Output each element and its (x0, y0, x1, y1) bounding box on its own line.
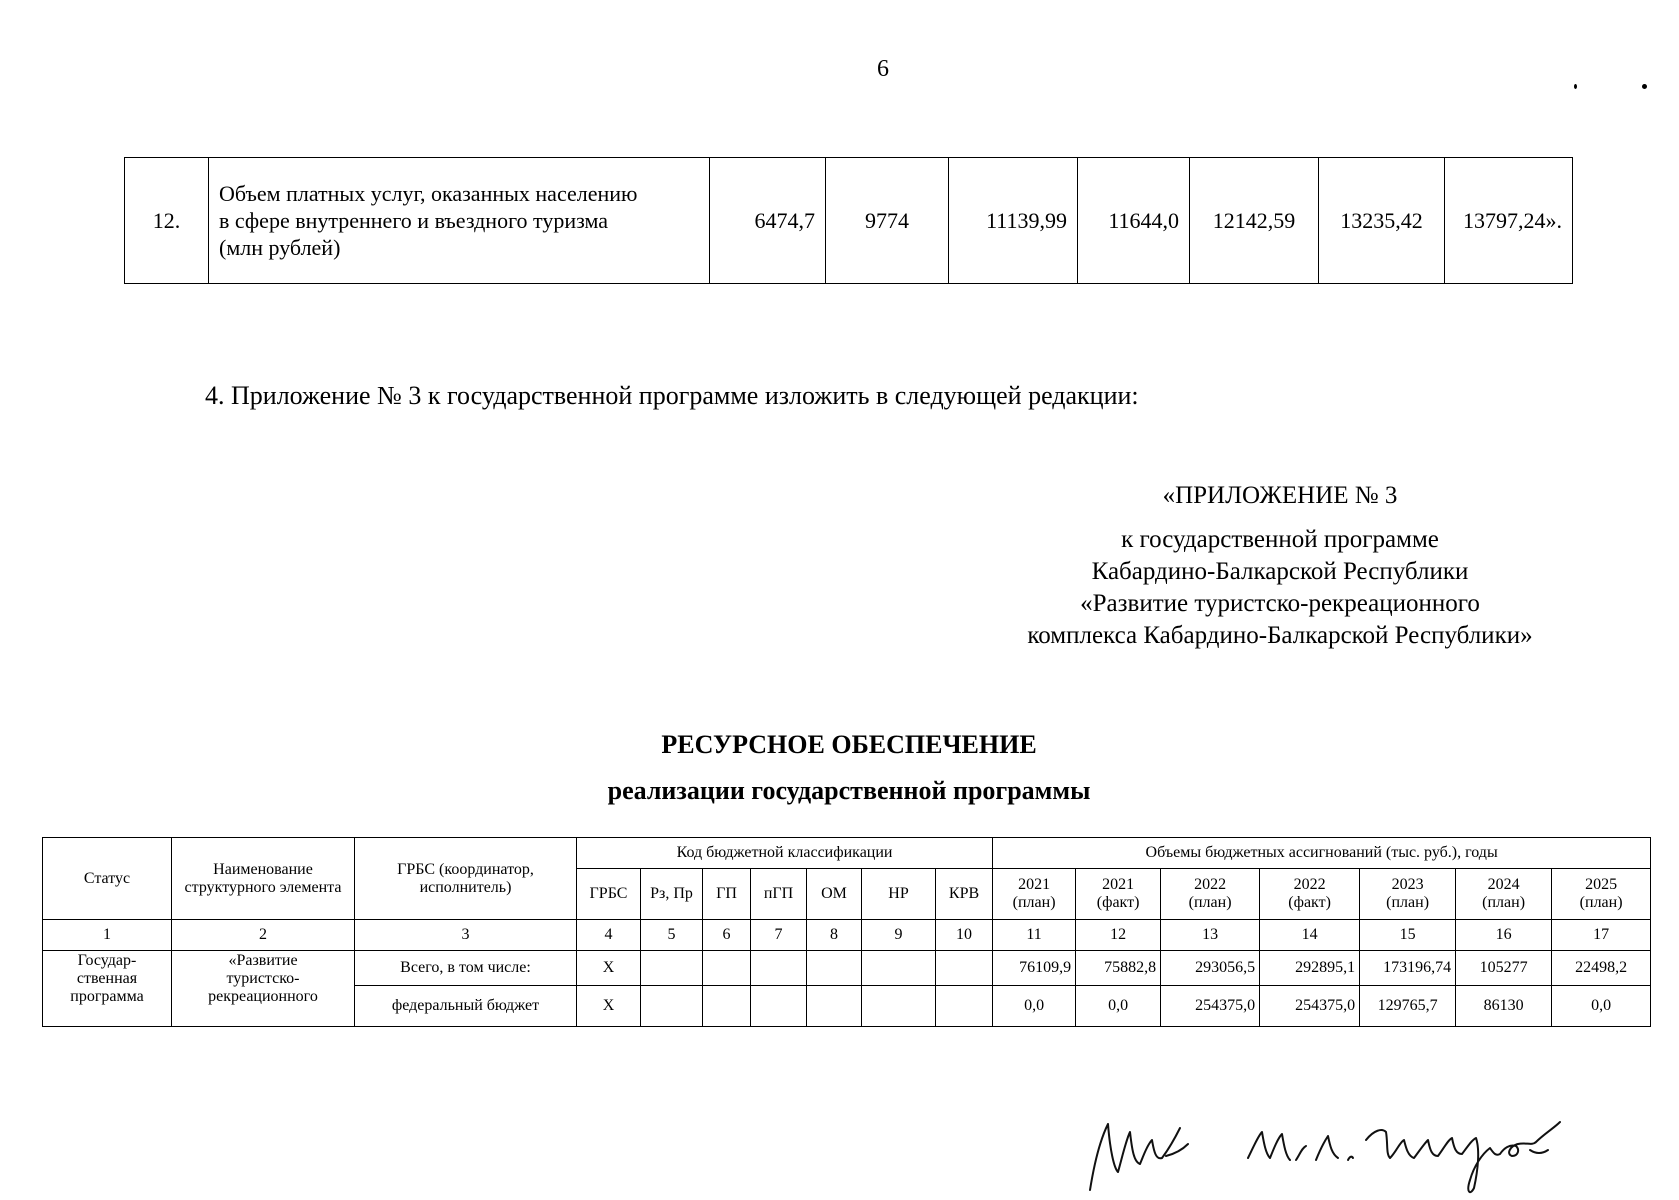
code-cell (703, 951, 751, 986)
scan-speck (1642, 84, 1647, 89)
amount-cell: 76109,9 (993, 951, 1076, 986)
amount-cell: 129765,7 (1360, 986, 1456, 1027)
header-year-kind: (план) (1012, 894, 1056, 911)
code-cell (703, 986, 751, 1027)
amount-cell: 22498,2 (1552, 951, 1651, 986)
header-year (1260, 869, 1360, 920)
column-number: 11 (993, 920, 1076, 951)
annex-line: «Развитие туристско-рекреационного (1080, 590, 1480, 617)
indicator-name-line: (млн рублей) (219, 235, 341, 260)
indicator-value: 9774 (826, 158, 949, 284)
element-name-line: рекреационного (208, 988, 318, 1005)
column-number: 6 (703, 920, 751, 951)
header-code: ГП (703, 869, 751, 920)
annex-line: к государственной программе (1121, 526, 1439, 553)
indicator-value: 12142,59 (1190, 158, 1319, 284)
page-number: 6 (877, 56, 889, 82)
column-number: 5 (641, 920, 703, 951)
table-row (125, 158, 1573, 284)
header-code: НР (862, 869, 936, 920)
indicator-name (209, 158, 710, 284)
column-number: 1 (43, 920, 172, 951)
status-line: программа (70, 988, 144, 1005)
column-number: 7 (751, 920, 807, 951)
grbs-code: X (577, 986, 641, 1027)
annex-line: Кабардино-Балкарской Республики (1091, 558, 1469, 585)
header-grbs-coordinator: ГРБС (координатор, исполнитель) (355, 838, 577, 920)
code-cell (807, 986, 862, 1027)
indicator-name-line: в сфере внутреннего и въездного туризма (219, 208, 609, 233)
amount-cell: 173196,74 (1360, 951, 1456, 986)
column-number: 10 (936, 920, 993, 951)
column-number: 15 (1360, 920, 1456, 951)
document-heading: РЕСУРСНОЕ ОБЕСПЕЧЕНИЕ (661, 730, 1037, 759)
header-status: Статус (43, 838, 172, 920)
indicator-value: 13235,42 (1319, 158, 1445, 284)
code-cell (751, 951, 807, 986)
code-cell (641, 986, 703, 1027)
header-code: пГП (751, 869, 807, 920)
indicator-value: 11644,0 (1078, 158, 1190, 284)
column-number: 4 (577, 920, 641, 951)
header-year-value: 2022 (1194, 876, 1227, 893)
code-cell (936, 986, 993, 1027)
indicator-value: 13797,24». (1445, 158, 1573, 284)
annex-line: комплекса Кабардино-Балкарской Республики» (1027, 622, 1533, 649)
header-year-kind: (факт) (1288, 894, 1331, 911)
funding-source: Всего, в том числе: (355, 951, 577, 986)
header-year-value: 2022 (1293, 876, 1326, 893)
header-code: ГРБС (577, 869, 641, 920)
indicator-table (124, 157, 1573, 284)
header-year-value: 2021 (1102, 876, 1135, 893)
header-year-kind: (план) (1579, 894, 1623, 911)
code-cell (641, 951, 703, 986)
header-code: ОМ (807, 869, 862, 920)
element-name-line: «Развитие (228, 952, 298, 969)
header-code: КРВ (936, 869, 993, 920)
document-subheading: реализации государственной программы (607, 776, 1091, 805)
header-year-value: 2021 (1018, 876, 1051, 893)
header-year-kind: (план) (1482, 894, 1526, 911)
code-cell (862, 951, 936, 986)
column-number: 2 (172, 920, 355, 951)
header-code: Рз, Пр (641, 869, 703, 920)
annex-title: «ПРИЛОЖЕНИЕ № 3 (1162, 482, 1398, 509)
header-year (993, 869, 1076, 920)
row-number: 12. (125, 158, 209, 284)
header-year (1552, 869, 1651, 920)
column-number-row (43, 920, 1651, 951)
header-year (1076, 869, 1161, 920)
code-cell (862, 986, 936, 1027)
status-line: ственная (76, 970, 138, 987)
column-number: 17 (1552, 920, 1651, 951)
column-number: 3 (355, 920, 577, 951)
header-row (43, 838, 1651, 869)
grbs-code: X (577, 951, 641, 986)
amount-cell: 292895,1 (1260, 951, 1360, 986)
amount-cell: 254375,0 (1260, 986, 1360, 1027)
column-number: 13 (1161, 920, 1260, 951)
header-year-kind: (план) (1188, 894, 1232, 911)
header-volumes: Объемы бюджетных ассигнований (тыс. руб.), годы (993, 838, 1651, 869)
column-number: 8 (807, 920, 862, 951)
amount-cell: 0,0 (1076, 986, 1161, 1027)
funding-source: федеральный бюджет (355, 986, 577, 1027)
column-number: 14 (1260, 920, 1360, 951)
header-year-kind: (факт) (1096, 894, 1140, 911)
table-row (43, 951, 1651, 986)
amount-cell: 254375,0 (1161, 986, 1260, 1027)
header-budget-code: Код бюджетной классификации (577, 838, 993, 869)
header-year (1360, 869, 1456, 920)
indicator-value: 6474,7 (710, 158, 826, 284)
indicator-value: 11139,99 (949, 158, 1078, 284)
code-cell (751, 986, 807, 1027)
header-year-value: 2024 (1487, 876, 1520, 893)
column-number: 12 (1076, 920, 1161, 951)
header-year (1161, 869, 1260, 920)
scan-speck (1574, 84, 1577, 89)
paragraph-4: 4. Приложение № 3 к государственной программе изложить в следующей редакции: (205, 381, 1139, 410)
code-cell (936, 951, 993, 986)
column-number: 16 (1456, 920, 1552, 951)
header-year (1456, 869, 1552, 920)
resource-table (42, 837, 1651, 1027)
amount-cell: 0,0 (993, 986, 1076, 1027)
indicator-name-line: Объем платных услуг, оказанных населению (219, 181, 638, 206)
header-element-name: Наименование структурного элемента (172, 838, 355, 920)
element-name-line: туристско- (226, 970, 300, 987)
code-cell (807, 951, 862, 986)
element-name-cell (172, 951, 355, 1027)
header-year-kind: (план) (1386, 894, 1430, 911)
status-line: Государ- (77, 952, 137, 969)
amount-cell: 75882,8 (1076, 951, 1161, 986)
status-cell (43, 951, 172, 1027)
handwritten-signature (1070, 1110, 1630, 1200)
column-number: 9 (862, 920, 936, 951)
amount-cell: 105277 (1456, 951, 1552, 986)
amount-cell: 0,0 (1552, 986, 1651, 1027)
header-year-value: 2025 (1585, 876, 1618, 893)
amount-cell: 293056,5 (1161, 951, 1260, 986)
amount-cell: 86130 (1456, 986, 1552, 1027)
header-year-value: 2023 (1391, 876, 1424, 893)
